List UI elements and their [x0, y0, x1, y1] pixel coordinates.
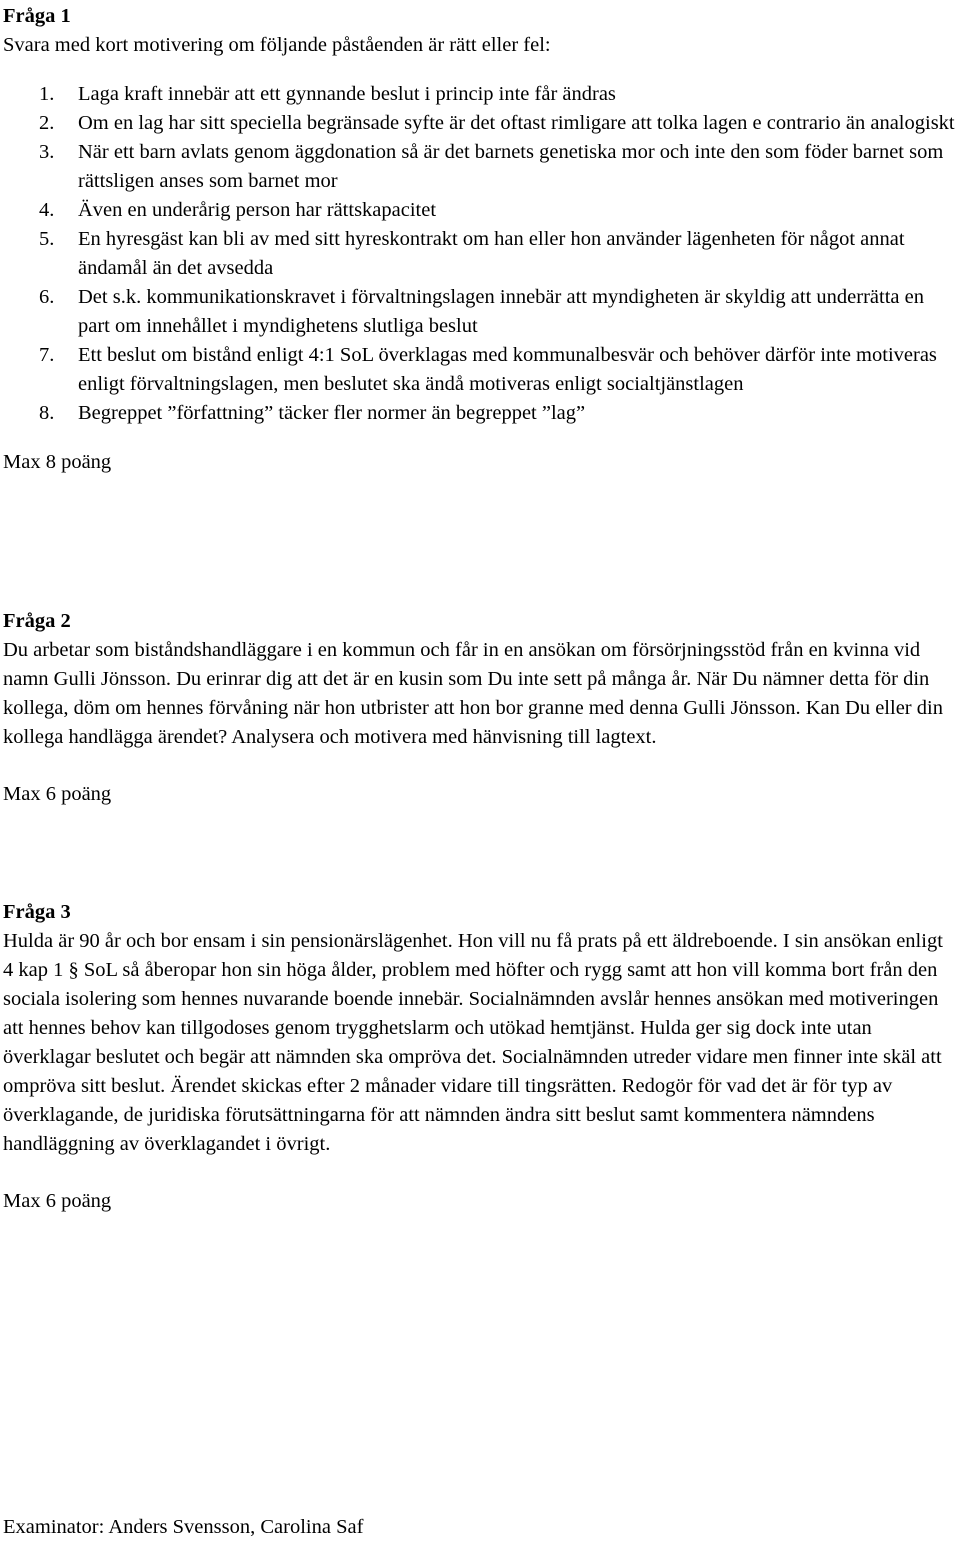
statement-number: 5. — [39, 228, 55, 250]
statement-item — [3, 196, 957, 225]
statement-number: 6. — [39, 286, 55, 308]
statement-item — [3, 109, 957, 138]
question-1-intro: Svara med kort motivering om följande påståenden är rätt eller fel: — [3, 34, 551, 56]
statement-item — [3, 283, 957, 341]
statement-text: Ett beslut om bistånd enligt 4:1 SoL överklagas med kommunalbesvär och behöver därför inte motiveras enligt förvaltningslagen, men beslutet ska ändå motiveras enligt socialtjänstlagen — [78, 344, 937, 395]
statement-number: 1. — [39, 83, 55, 105]
statement-text: Begreppet ”författning” täcker fler normer än begreppet ”lag” — [78, 402, 586, 424]
question-2-title: Fråga 2 — [3, 610, 71, 632]
question-1-points: Max 8 poäng — [3, 451, 112, 473]
statement-number: 2. — [39, 112, 55, 134]
question-3-title: Fråga 3 — [3, 901, 71, 923]
statement-item — [3, 341, 957, 399]
statement-number: 4. — [39, 199, 55, 221]
statement-text: När ett barn avlats genom äggdonation så är det barnets genetiska mor och inte den som föder barnet som rättsligen anses som barnet mor — [78, 141, 944, 192]
question-1-title: Fråga 1 — [3, 5, 71, 27]
statement-text: Det s.k. kommunikationskravet i förvaltningslagen innebär att myndigheten är skyldig att underrätta en part om innehållet i myndighetens slutliga beslut — [78, 286, 924, 337]
statement-item — [3, 399, 957, 428]
statement-text: Laga kraft innebär att ett gynnande beslut i princip inte får ändras — [78, 83, 616, 105]
statement-item — [3, 138, 957, 196]
question-1 — [3, 2, 957, 477]
statement-text: En hyresgäst kan bli av med sitt hyreskontrakt om han eller hon använder lägenheten för något annat ändamål än det avsedda — [78, 228, 905, 279]
statement-list — [3, 80, 957, 428]
statement-number: 7. — [39, 344, 55, 366]
examiner-footer: Examinator: Anders Svensson, Carolina Saf — [3, 1515, 364, 1538]
statement-text: Om en lag har sitt speciella begränsade syfte är det oftast rimligare att tolka lagen e contrario än analogiskt — [78, 112, 955, 134]
question-2-points: Max 6 poäng — [3, 783, 112, 805]
statement-number: 8. — [39, 402, 55, 424]
question-3-points: Max 6 poäng — [3, 1190, 112, 1212]
statement-item — [3, 80, 957, 109]
question-2-body: Du arbetar som biståndshandläggare i en kommun och får in en ansökan om försörjningsstöd från en kvinna vid namn Gulli Jönsson. Du erinrar dig att det är en kusin som Du inte sett på många år. När Du nämner detta för din kollega, döm om hennes förvåning när hon utbrister att hon bor granne med denna Gulli Jönsson. Kan Du eller din kollega handlägga ärendet? Analysera och motivera med hänvisning till lagtext. — [3, 639, 943, 748]
question-3 — [3, 898, 957, 1216]
question-3-body: Hulda är 90 år och bor ensam i sin pensionärslägenhet. Hon vill nu få prats på ett äldreboende. I sin ansökan enligt 4 kap 1 § SoL så åberopar hon sin höga ålder, problem med höfter och rygg samt att hon vill komma bort från den sociala isolering som hennes nuvarande boende innebär. Socialnämnden avslår hennes ansökan med motiveringen att hennes behov kan tillgodoses genom trygghetslarm och utökad hemtjänst. Hulda ger sig dock inte utan överklagar beslutet och begär att nämnden ska ompröva det. Socialnämnden utreder vidare men finner inte skäl att ompröva sitt beslut. Ärendet skickas efter 2 månader vidare till tingsrätten. Redogör för vad det är för typ av överklagande, de juridiska förutsättningarna för att nämnden ändra sitt beslut samt kommentera nämndens handläggning av överklagandet i övrigt. — [3, 930, 943, 1155]
question-2 — [3, 607, 957, 809]
statement-number: 3. — [39, 141, 55, 163]
statement-item — [3, 225, 957, 283]
statement-text: Även en underårig person har rättskapacitet — [78, 199, 437, 221]
